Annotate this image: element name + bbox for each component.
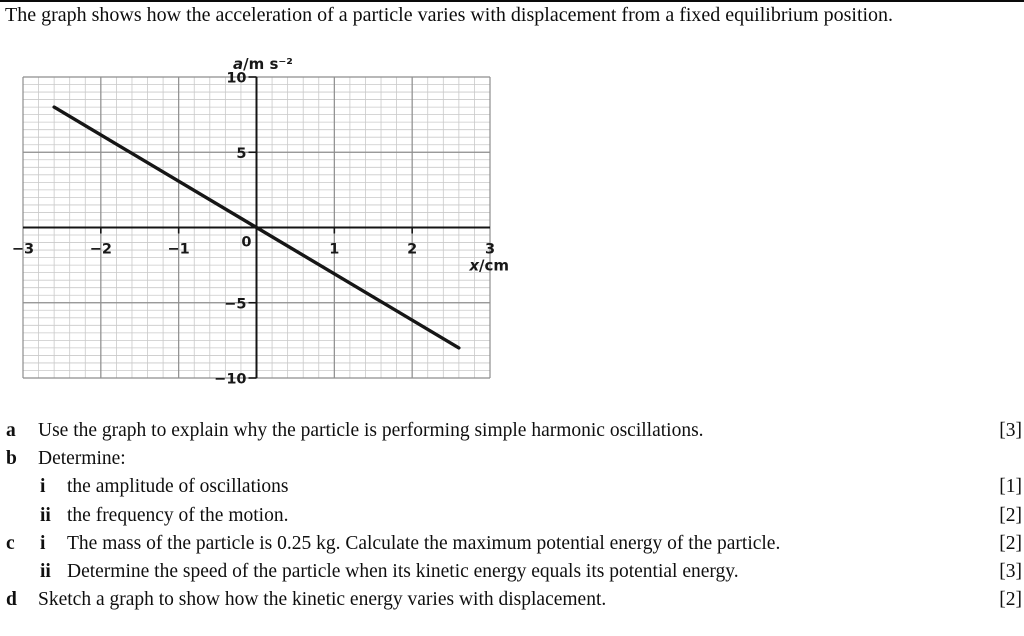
question-row (6, 475, 1022, 503)
question-text: The mass of the particle is 0.25 kg. Calculate the maximum potential energy of the particle. (67, 532, 781, 554)
question-part-letter: b (6, 448, 17, 470)
question-text: the amplitude of oscillations (67, 476, 289, 498)
question-row (6, 588, 1022, 616)
question-part-letter: a (6, 420, 16, 441)
x-tick-label: 3 (484, 241, 496, 258)
y-tick-label: −5 (224, 296, 247, 313)
question-text: Determine the speed of the particle when its kinetic energy equals its potential energy. (67, 560, 739, 582)
question-part-letter: d (6, 589, 17, 611)
x-tick-label: −2 (89, 241, 112, 258)
question-list (6, 419, 1022, 616)
axis-titles (233, 55, 509, 275)
question-row (6, 560, 1022, 588)
question-row (6, 419, 1022, 447)
x-tick-label: −1 (167, 241, 190, 258)
origin-label: 0 (241, 234, 252, 251)
question-sub-numeral: i (40, 476, 46, 498)
page-top-rule (0, 0, 1024, 2)
question-marks-badge: [2] (999, 589, 1022, 611)
y-tick-label: 5 (236, 145, 247, 162)
question-sub-numeral: ii (40, 504, 51, 526)
question-text: Use the graph to explain why the particle is performing simple harmonic oscillations. (38, 420, 704, 441)
question-marks-badge: [3] (999, 560, 1022, 582)
question-part-letter: c (6, 532, 15, 554)
question-sub-numeral: ii (40, 560, 51, 582)
y-axis-title: a/m s⁻² (233, 55, 293, 73)
question-text: the frequency of the motion. (67, 504, 289, 526)
question-text: Determine: (38, 448, 126, 470)
x-tick-label: −3 (11, 241, 35, 258)
question-intro-text: The graph shows how the acceleration of a particle varies with displacement from a fixed equilibrium position. (5, 4, 894, 26)
question-row (6, 532, 1022, 560)
question-sub-numeral: i (40, 532, 46, 554)
chart-svg (0, 50, 520, 395)
question-marks-badge: [2] (999, 504, 1022, 526)
question-text: Sketch a graph to show how the kinetic energy varies with displacement. (38, 589, 607, 611)
question-marks-badge: [1] (999, 476, 1022, 498)
question-row (6, 447, 1022, 475)
question-marks-badge: [2] (999, 532, 1022, 554)
y-tick-label: 10 (226, 70, 247, 87)
question-marks-badge: [3] (999, 420, 1022, 441)
acceleration-displacement-graph (0, 50, 520, 395)
y-tick-label: −10 (214, 371, 247, 388)
x-axis-title: x/cm (469, 256, 509, 275)
x-tick-label: 2 (407, 241, 418, 258)
x-tick-label: 1 (329, 241, 340, 258)
question-row (6, 504, 1022, 532)
tick-labels (12, 71, 495, 388)
